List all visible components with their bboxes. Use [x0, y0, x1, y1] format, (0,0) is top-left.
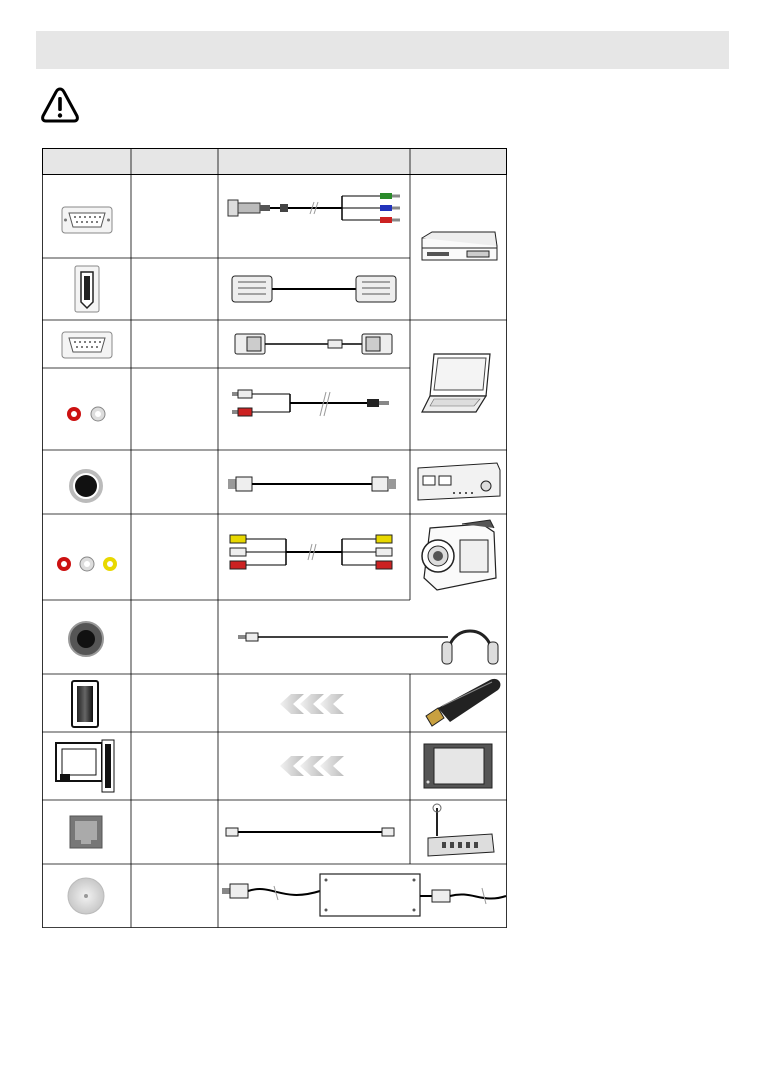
hdmi-port-icon	[75, 266, 99, 312]
laptop-icon	[422, 354, 490, 412]
power-adapter-icon	[222, 874, 506, 916]
ethernet-cable-icon	[226, 828, 394, 836]
insert-arrows-icon	[280, 694, 344, 714]
jack-to-rca-cable-icon	[232, 390, 389, 416]
router-icon	[428, 804, 494, 856]
section-header-bar	[36, 31, 729, 69]
connection-table	[42, 148, 507, 928]
vga-cable-icon	[235, 334, 392, 354]
amplifier-icon	[418, 463, 500, 500]
hdmi-cable-icon	[232, 276, 396, 302]
insert-arrows-icon	[280, 756, 344, 776]
vga-to-component-cable-icon	[228, 193, 400, 223]
ci-slot-icon	[56, 740, 114, 792]
headphones-icon	[442, 631, 498, 664]
dc-in-port-icon	[68, 878, 104, 914]
vga-port-icon	[62, 332, 112, 358]
vga-port-icon	[62, 207, 112, 233]
cam-module-icon	[424, 744, 492, 788]
av-rca-port-icon	[57, 557, 117, 571]
camcorder-icon	[422, 520, 496, 590]
spdif-port-icon	[71, 471, 101, 501]
audio-rca-port-icon	[67, 407, 105, 421]
usb-port-icon	[72, 681, 98, 727]
headphone-jack-icon	[69, 622, 103, 656]
ethernet-port-icon	[70, 816, 102, 848]
av-rca-cable-icon	[230, 535, 392, 569]
coaxial-cable-icon	[228, 477, 396, 491]
warning-triangle-icon	[40, 86, 80, 124]
table-header-row	[43, 149, 507, 175]
headphone-cable-icon	[238, 633, 448, 641]
usb-stick-icon	[426, 679, 500, 726]
dvd-player-icon	[422, 232, 497, 260]
